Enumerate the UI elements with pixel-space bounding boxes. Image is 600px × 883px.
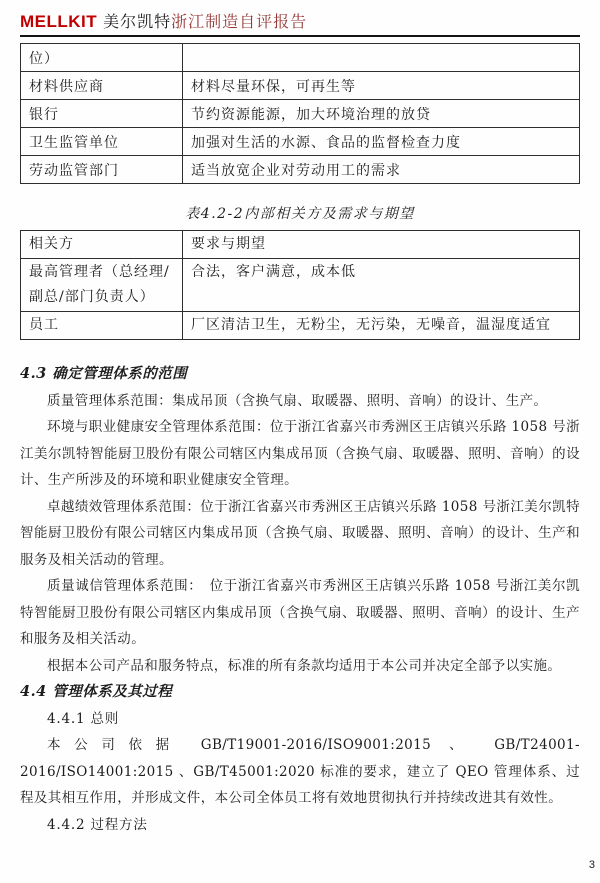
paragraph-ehs-scope: 环境与职业健康安全管理体系范围：位于浙江省嘉兴市秀洲区王店镇兴乐路 1058 号浙江美尔凯特智能厨卫股份有限公司辖区内集成吊顶（含换气扇、取暖器、照明、音响）的设计、生产所涉及的环境和职业健康安全管理。: [20, 419, 580, 488]
table-row: [21, 100, 580, 128]
column-header-party: 相关方: [21, 231, 183, 259]
requirement-cell: 适当放宽企业对劳动用工的需求: [183, 156, 580, 184]
party-cell: 员工: [21, 312, 183, 340]
party-cell: 材料供应商: [21, 72, 183, 100]
table-row: [21, 156, 580, 184]
requirement-cell: 节约资源能源，加大环境治理的放贷: [183, 100, 580, 128]
internal-party-table: [20, 230, 580, 340]
party-cell: 卫生监管单位: [21, 128, 183, 156]
party-cell: 最高管理者（总经理/副总/部门负责人）: [21, 259, 183, 312]
external-party-table: [20, 43, 580, 184]
column-header-requirement: 要求与期望: [183, 231, 580, 259]
requirement-cell: 合法，客户满意，成本低: [183, 259, 580, 312]
table-row: [21, 259, 580, 312]
requirement-cell: [183, 44, 580, 72]
party-cell: 劳动监管部门: [21, 156, 183, 184]
paragraph-excellence-scope: 卓越绩效管理体系范围：位于浙江省嘉兴市秀洲区王店镇兴乐路 1058 号浙江美尔凯特智能厨卫股份有限公司辖区内集成吊顶（含换气扇、取暖器、照明、音响）的设计、生产和服务及相关活动的管理。: [20, 498, 580, 568]
table-caption: 表4.2-2内部相关方及需求与期望: [185, 206, 415, 222]
table-row: [21, 128, 580, 156]
table-row: [21, 312, 580, 340]
paragraph-integrity-scope: 质量诚信管理体系范围： 位于浙江省嘉兴市秀洲区王店镇兴乐路 1058 号浙江美尔凯特智能厨卫股份有限公司辖区内集成吊顶（含换气扇、取暖器、照明、音响）的设计、生产和服务及相关活动。: [20, 578, 580, 647]
page-number: 3: [588, 859, 595, 871]
party-cell: 位）: [21, 44, 183, 72]
section-4-4: [20, 679, 580, 838]
subsection-heading-4-4-1: 4.4.1 总则: [47, 710, 120, 727]
table-header-row: [21, 231, 580, 259]
requirement-cell: 加强对生活的水源、食品的监督检查力度: [183, 128, 580, 156]
paragraph-applicability: 根据本公司产品和服务特点，标准的所有条款均适用于本公司并决定全部予以实施。: [47, 657, 562, 674]
section-heading-4-3: 4.3 确定管理体系的范围: [20, 365, 188, 382]
brand-logo-text: MELLKIT: [20, 12, 98, 31]
subsection-heading-4-4-2: 4.4.2 过程方法: [47, 816, 148, 833]
page-header: [20, 0, 580, 37]
header-title-black: 美尔凯特: [103, 12, 172, 31]
table-row: [21, 72, 580, 100]
party-cell: 银行: [21, 100, 183, 128]
section-4-3: [20, 361, 580, 679]
paragraph-quality-scope: 质量管理体系范围：集成吊顶（含换气扇、取暖器、照明、音响）的设计、生产。: [47, 392, 548, 409]
section-heading-4-4: 4.4 管理体系及其过程: [20, 683, 173, 700]
requirement-cell: 厂区清洁卫生，无粉尘，无污染，无噪音，温湿度适宜: [183, 312, 580, 340]
paragraph-standards: 本公司依据 GB/T19001-2016/ISO9001:2015 、 GB/T24001-2016/ISO14001:2015 、GB/T45001:2020 标准的要求，建立了 QEO 管理体系、过程及其相互作用，并形成文件，本公司全体员工将有效地贯彻执行并持续改进其有效性。: [20, 737, 580, 806]
table-row: [21, 44, 580, 72]
header-title-red: 浙江制造自评报告: [171, 12, 308, 31]
requirement-cell: 材料尽量环保，可再生等: [183, 72, 580, 100]
